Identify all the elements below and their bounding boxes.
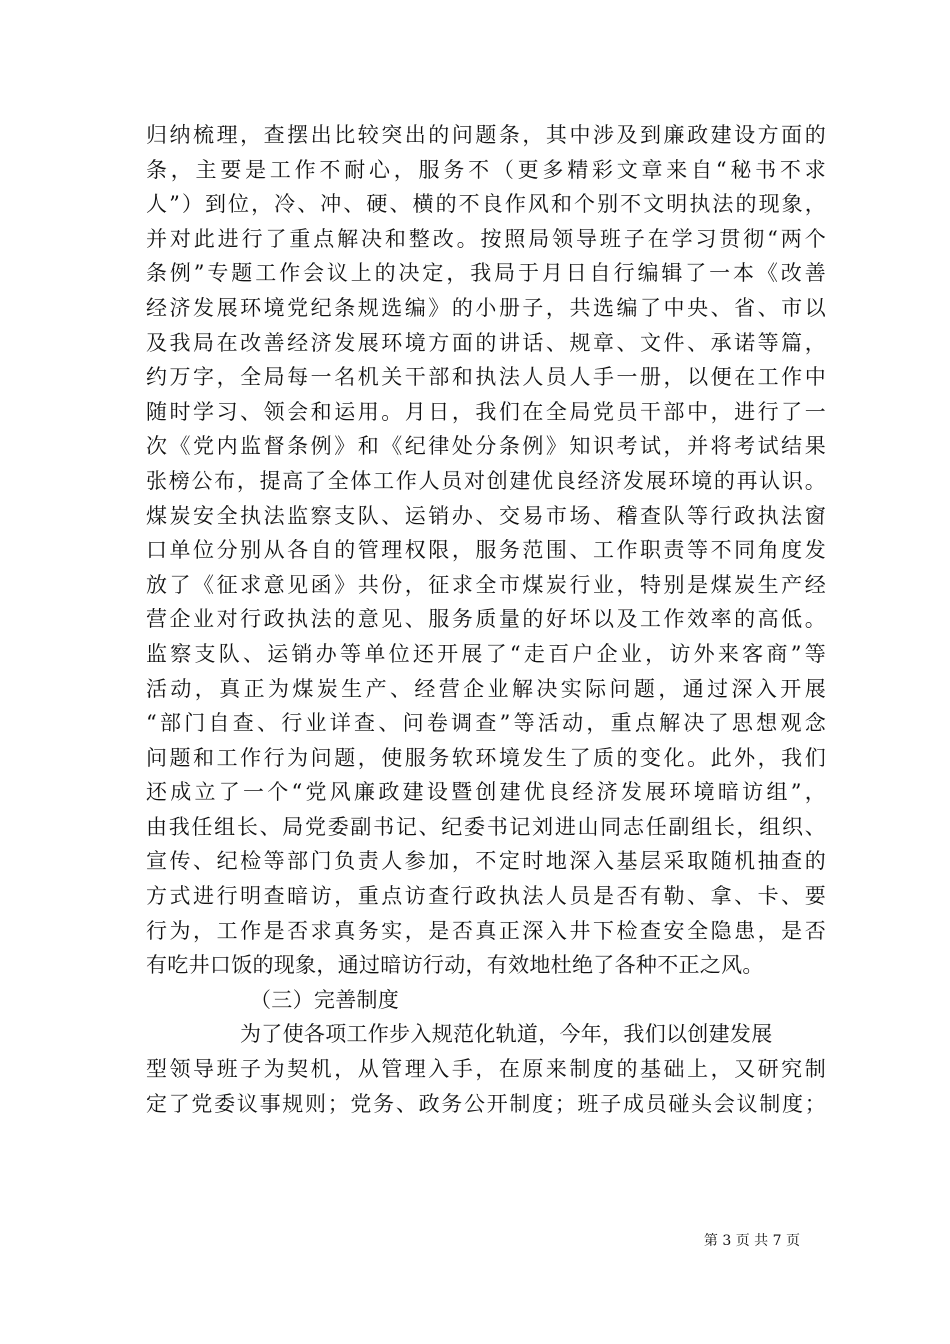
text-line: 方式进行明查暗访，重点访查行政执法人员是否有勒、拿、卡、要 — [146, 884, 826, 909]
text-line: 条，主要是工作不耐心，服务不（更多精彩文章来自“秘书不求 — [146, 157, 826, 182]
paragraph-first-line: 为了使各项工作步入规范化轨道，今年，我们以创建发展 — [240, 1022, 773, 1047]
text-line: 活动，真正为煤炭生产、经营企业解决实际问题，通过深入开展 — [146, 676, 826, 701]
text-line: “部门自查、行业详查、问卷调查”等活动，重点解决了思想观念 — [146, 711, 826, 736]
text-line: 放了《征求意见函》共份，征求全市煤炭行业，特别是煤炭生产经 — [146, 572, 826, 597]
body-text — [146, 118, 826, 1121]
text-line: 问题和工作行为问题，使服务软环境发生了质的变化。此外，我们 — [146, 745, 826, 770]
text-line: 煤炭安全执法监察支队、运销办、交易市场、稽查队等行政执法窗 — [146, 503, 826, 528]
text-line: 及我局在改善经济发展环境方面的讲话、规章、文件、承诺等篇， — [146, 330, 826, 355]
text-line: 还成立了一个“党风廉政建设暨创建优良经济发展环境暗访组”， — [146, 780, 826, 805]
text-line: 监察支队、运销办等单位还开展了“走百户企业，访外来客商”等 — [146, 641, 826, 666]
text-line: 并对此进行了重点解决和整改。按照局领导班子在学习贯彻“两个 — [146, 226, 826, 251]
text-line: 归纳梳理，查摆出比较突出的问题条，其中涉及到廉政建设方面的 — [146, 123, 826, 147]
text-line: 口单位分别从各自的管理权限，服务范围、工作职责等不同角度发 — [146, 538, 826, 563]
text-line: 由我任组长、局党委副书记、纪委书记刘进山同志任副组长，组织、 — [146, 814, 826, 839]
text-line: 宣传、纪检等部门负责人参加，不定时地深入基层采取随机抽查的 — [146, 849, 826, 874]
text-line: 随时学习、领会和运用。月日，我们在全局党员干部中，进行了一 — [146, 399, 826, 424]
section-heading: （三）完善制度 — [250, 987, 400, 1012]
text-line: 约万字，全局每一名机关干部和执法人员人手一册，以便在工作中 — [146, 365, 826, 390]
page-footer — [0, 1232, 950, 1250]
text-line: 人”）到位，冷、冲、硬、横的不良作风和个别不文明执法的现象， — [146, 192, 826, 217]
text-line: 条例”专题工作会议上的决定，我局于月日自行编辑了一本《改善 — [146, 261, 826, 286]
text-line: 有吃井口饭的现象，通过暗访行动，有效地杜绝了各种不正之风。 — [146, 953, 764, 978]
text-line: 定了党委议事规则；党务、政务公开制度；班子成员碰头会议制度； — [146, 1091, 826, 1116]
text-line: 张榜公布，提高了全体工作人员对创建优良经济发展环境的再认识。 — [146, 468, 826, 493]
text-line: 经济发展环境党纪条规选编》的小册子，共选编了中央、省、市以 — [146, 295, 826, 320]
text-line: 型领导班子为契机，从管理入手，在原来制度的基础上，又研究制 — [146, 1057, 826, 1082]
page-number: 第 3 页 共 7 页 — [703, 1233, 800, 1249]
text-line: 营企业对行政执法的意见、服务质量的好坏以及工作效率的高低。 — [146, 607, 826, 632]
text-line: 次《党内监督条例》和《纪律处分条例》知识考试，并将考试结果 — [146, 434, 826, 459]
text-line: 行为，工作是否求真务实，是否真正深入井下检查安全隐患，是否 — [146, 918, 826, 943]
